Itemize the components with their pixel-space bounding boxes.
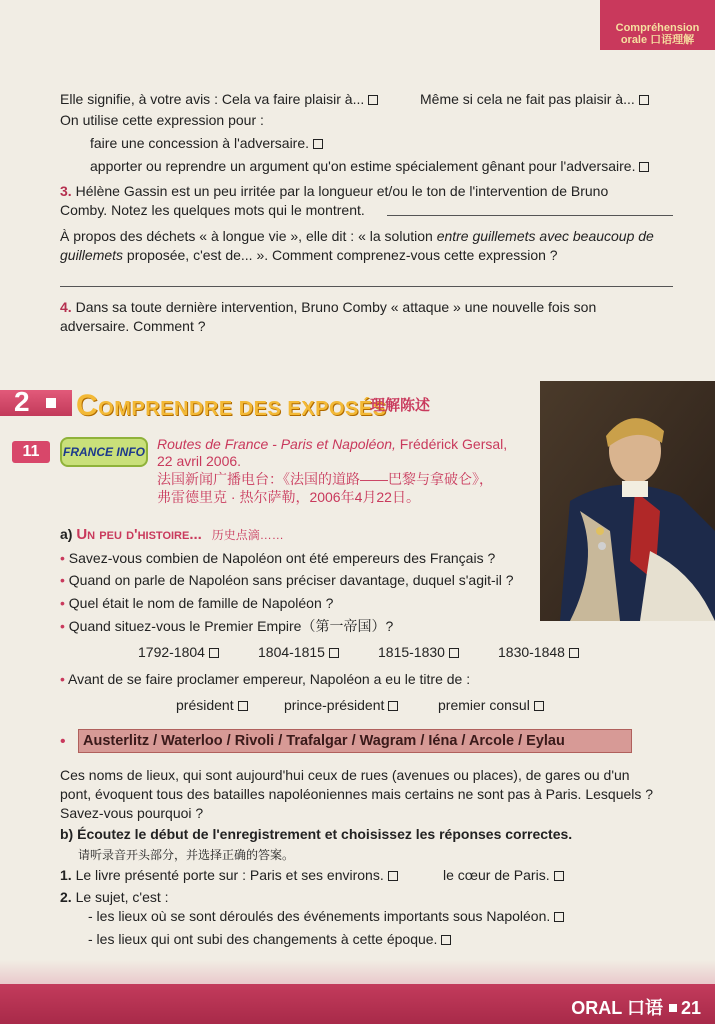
date-option: 1804-1815 xyxy=(258,643,339,661)
checkbox[interactable] xyxy=(209,648,219,658)
checkbox[interactable] xyxy=(554,912,564,922)
title-option: président xyxy=(176,696,248,714)
bullet-item: • Savez-vous combien de Napoléon ont été empereurs des Français ? xyxy=(60,550,496,566)
section-tab xyxy=(600,0,715,50)
question-line: On utilise cette expression pour : xyxy=(60,112,264,128)
checkbox[interactable] xyxy=(449,648,459,658)
checkbox[interactable] xyxy=(554,871,564,881)
checkbox[interactable] xyxy=(534,701,544,711)
section-banner xyxy=(0,384,540,424)
answer-line[interactable] xyxy=(60,286,673,287)
checkbox[interactable] xyxy=(639,95,649,105)
source-cn-1: 法国新闻广播电台：《法国的道路——巴黎与拿破仑》， xyxy=(157,471,493,487)
question-3-line2: Comby. Notez les quelques mots qui le montrent. xyxy=(60,202,365,218)
checkbox[interactable] xyxy=(238,701,248,711)
question-4: 4. Dans sa toute dernière intervention, Bruno Comby « attaque » une nouvelle fois son xyxy=(60,299,597,315)
bullet-item: • Quand situez-vous le Premier Empire（第一帝国）? xyxy=(60,618,394,634)
dechets-line2: guillemets proposée, c'est de... ». Comment comprenez-vous cette expression ? xyxy=(60,247,558,263)
france-info-logo: FRANCE INFO xyxy=(60,437,148,467)
part-b-q2: 2. Le sujet, c'est : xyxy=(60,889,169,905)
checkbox[interactable] xyxy=(639,162,649,172)
part-b-q1-option: le cœur de Paris. xyxy=(443,866,564,884)
date-option: 1830-1848 xyxy=(498,643,579,661)
checkbox[interactable] xyxy=(313,139,323,149)
bullet-item: • Quel était le nom de famille de Napoléon ? xyxy=(60,595,334,611)
question-4-line2: adversaire. Comment ? xyxy=(60,318,206,334)
paragraph-line: pont, évoquent tous des batailles napoléoniennes mais certains ne sont pas à Paris. Lesquels ? xyxy=(60,786,654,802)
part-b-q2-option: - les lieux où se sont déroulés des événements importants sous Napoléon. xyxy=(88,907,564,925)
part-b-q1: 1. Le livre présenté porte sur : Paris et ses environs. xyxy=(60,866,398,884)
footer-fade xyxy=(0,960,715,984)
checkbox[interactable] xyxy=(388,701,398,711)
date-option: 1815-1830 xyxy=(378,643,459,661)
footer-square xyxy=(669,1004,677,1012)
source-title: Routes de France - Paris et Napoléon, Frédérick Gersal, xyxy=(157,436,508,452)
answer-line[interactable] xyxy=(387,215,673,216)
source-cn-2: 弗雷德里克 · 热尔萨勒，2006年4月22日。 xyxy=(157,489,420,505)
part-b-heading: b) Écoutez le début de l'enregistrement et choisissez les réponses correctes. xyxy=(60,826,573,842)
dechets-line1: À propos des déchets « à longue vie », elle dit : « la solution entre guillemets avec beaucoup de xyxy=(60,228,654,244)
question-line: Même si cela ne fait pas plaisir à... xyxy=(420,90,649,108)
date-option: 1792-1804 xyxy=(138,643,219,661)
checkbox[interactable] xyxy=(569,648,579,658)
part-a-heading: a) Un peu d'histoire... 历史点滴…… xyxy=(60,526,284,543)
paragraph-line: Savez-vous pourquoi ? xyxy=(60,805,204,821)
bullet-item: • Avant de se faire proclamer empereur, Napoléon a eu le titre de : xyxy=(60,671,471,687)
paragraph-line: Ces noms de lieux, qui sont aujourd'hui ceux de rues (avenues ou places), de gares ou d'un xyxy=(60,767,630,783)
banner-number: 2 xyxy=(14,386,30,417)
footer-label: ORAL 口语 21 xyxy=(571,998,701,1018)
battles-list: Austerlitz / Waterloo / Rivoli / Trafalgar / Wagram / Iéna / Arcole / Eylau xyxy=(83,733,565,749)
page-number: 21 xyxy=(680,998,701,1018)
source-date: 22 avril 2006. xyxy=(157,453,242,469)
banner-title-cn: 理解陈述 xyxy=(370,397,431,414)
banner-title: COMPRENDRE DES EXPOSÉS xyxy=(76,389,387,422)
part-b-q2-option: - les lieux qui ont subi des changements à cette époque. xyxy=(88,930,451,948)
bullet-item: • Quand on parle de Napoléon sans préciser davantage, duquel s'agit-il ? xyxy=(60,572,514,588)
bullet-marker: • xyxy=(60,733,66,750)
checkbox[interactable] xyxy=(329,648,339,658)
exercise-number: 11 xyxy=(12,441,50,463)
section-tab-line2: orale 口语理解 xyxy=(620,34,695,46)
checkbox[interactable] xyxy=(388,871,398,881)
banner-bar xyxy=(0,390,72,416)
napoleon-portrait xyxy=(540,381,715,621)
option-line: faire une concession à l'adversaire. xyxy=(90,134,323,152)
question-line: Elle signifie, à votre avis : Cela va faire plaisir à... xyxy=(60,90,378,108)
banner-square xyxy=(46,398,56,408)
checkbox[interactable] xyxy=(368,95,378,105)
part-b-heading-cn: 请听录音开头部分，并选择正确的答案。 xyxy=(78,848,295,862)
title-option: premier consul xyxy=(438,696,544,714)
option-line: apporter ou reprendre un argument qu'on estime spécialement gênant pour l'adversaire. xyxy=(90,157,649,175)
section-tab-line1: Compréhension xyxy=(615,22,700,34)
question-3: 3. Hélène Gassin est un peu irritée par la longueur et/ou le ton de l'intervention de Bruno xyxy=(60,183,609,199)
checkbox[interactable] xyxy=(441,935,451,945)
title-option: prince-président xyxy=(284,696,398,714)
